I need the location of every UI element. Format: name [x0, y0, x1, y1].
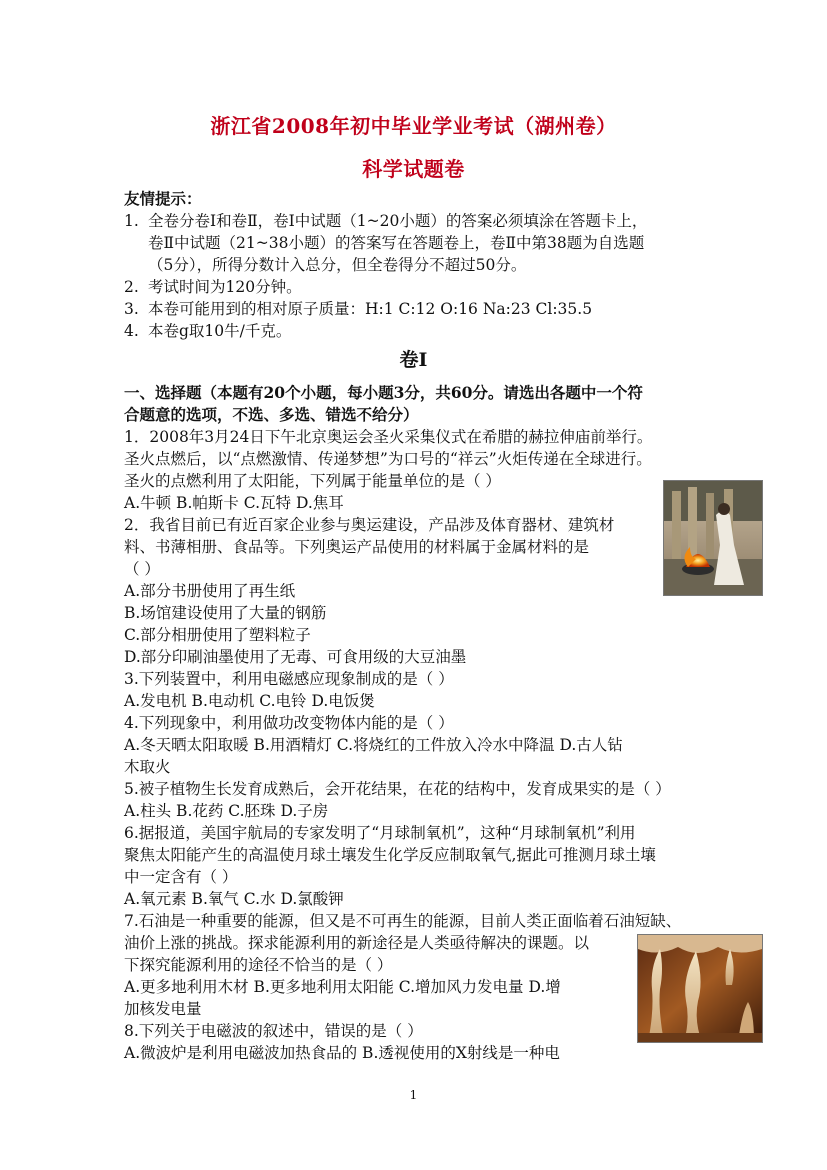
tip-text: 卷Ⅱ中试题（21~38小题）的答案写在答题卷上，卷Ⅱ中第38题为自选题 — [148, 234, 645, 252]
page-number: 1 — [409, 1088, 418, 1102]
question-line: 中一定含有（ ） — [124, 868, 238, 886]
question-line: 7.石油是一种重要的能源，但又是不可再生的能源，目前人类正面临着石油短缺、 — [124, 912, 682, 930]
question-line: 3.下列装置中，利用电磁感应现象制成的是（ ） — [124, 670, 454, 688]
part-heading: 合题意的选项，不选、多选、错选不给分） — [124, 405, 419, 424]
answer-options: A.发电机 B.电动机 C.电铃 D.电饭煲 — [124, 692, 375, 710]
tip-num: 4. — [124, 322, 139, 340]
question-line: 圣火的点燃利用了太阳能，下列属于能量单位的是（ ） — [124, 472, 501, 490]
question-line: 聚焦太阳能产生的高温使月球土壤发生化学反应制取氧气,据此可推测月球土壤 — [124, 846, 656, 864]
answer-options: A.氧元素 B.氧气 C.水 D.氯酸钾 — [124, 890, 344, 908]
olympic-flame-photo — [663, 480, 763, 596]
olympic-flame-photo-graphic — [664, 481, 762, 595]
question-line: 1．2008年3月24日下午北京奥运会圣火采集仪式在希腊的赫拉伸庙前举行。 — [124, 428, 653, 446]
question-line: 2．我省目前已有近百家企业参与奥运建设，产品涉及体育器材、建筑材 — [124, 516, 615, 534]
question-line: 料、书薄相册、食品等。下列奥运产品使用的材料属于金属材料的是 — [124, 538, 590, 556]
tip-text: 全卷分卷Ⅰ和卷Ⅱ，卷Ⅰ中试题（1~20小题）的答案必须填涂在答题卡上， — [148, 212, 648, 230]
tip-item-1 — [124, 210, 647, 232]
tip-item-2 — [124, 276, 302, 298]
answer-option: B.场馆建设使用了大量的钢筋 — [124, 604, 327, 622]
exam-subtitle: 科学试题卷 — [362, 157, 465, 181]
question-line: 圣火点燃后，以“点燃激情、传递梦想”为口号的“祥云”火炬传递在全球进行。 — [124, 450, 652, 468]
answer-option: A.部分书册使用了再生纸 — [124, 582, 296, 600]
question-line: 下探究能源利用的途径不恰当的是（ ） — [124, 956, 393, 974]
answer-options: 木取火 — [124, 758, 171, 776]
question-line: 油价上涨的挑战。探求能源利用的新途径是人类亟待解决的课题。以 — [124, 934, 590, 952]
tips-heading: 友情提示： — [124, 189, 202, 208]
cave-photo-graphic — [638, 935, 762, 1042]
answer-options: A.牛顿 B.帕斯卡 C.瓦特 D.焦耳 — [124, 494, 344, 512]
answer-options: A.更多地利用木材 B.更多地利用太阳能 C.增加风力发电量 D.增 — [124, 978, 561, 996]
cave-photo — [637, 934, 763, 1043]
tip-num: 3. — [124, 300, 139, 318]
tip-text: （5分），所得分数计入总分，但全卷得分不超过50分。 — [148, 256, 527, 274]
tip-num: 1. — [124, 212, 139, 230]
tip-item-4 — [124, 320, 291, 342]
answer-options: A.冬天晒太阳取暖 B.用酒精灯 C.将烧红的工件放入冷水中降温 D.古人钻 — [124, 736, 623, 754]
answer-options: 加核发电量 — [124, 1000, 202, 1018]
question-line: 8.下列关于电磁波的叙述中，错误的是（ ） — [124, 1022, 423, 1040]
answer-option: D.部分印刷油墨使用了无毒、可食用级的大豆油墨 — [124, 648, 467, 666]
answer-option: C.部分相册使用了塑料粒子 — [124, 626, 311, 644]
tip-text: 本卷g取10牛/千克。 — [148, 322, 292, 340]
tip-item-3 — [124, 298, 592, 320]
question-line: 6.据报道，美国宇航局的专家发明了“月球制氧机”，这种“月球制氧机”利用 — [124, 824, 636, 842]
tip-text: 本卷可能用到的相对原子质量：H:1 C:12 O:16 Na:23 Cl:35.5 — [148, 300, 593, 318]
answer-options: A.柱头 B.花药 C.胚珠 D.子房 — [124, 802, 329, 820]
tip-num: 2. — [124, 278, 139, 296]
question-line: 5.被子植物生长发育成熟后，会开花结果，在花的结构中，发育成果实的是（ ） — [124, 780, 671, 798]
question-line: （ ） — [124, 560, 160, 578]
exam-title: 浙江省2008年初中毕业学业考试（湖州卷） — [210, 114, 617, 138]
tip-text: 考试时间为120分钟。 — [148, 278, 302, 296]
part-heading: 一、选择题（本题有20个小题，每小题3分，共60分。请选出各题中一个符 — [124, 383, 643, 402]
section-title: 卷Ⅰ — [399, 349, 428, 371]
answer-options: A.微波炉是利用电磁波加热食品的 B.透视使用的X射线是一种电 — [124, 1044, 560, 1062]
question-line: 4.下列现象中，利用做功改变物体内能的是（ ） — [124, 714, 454, 732]
